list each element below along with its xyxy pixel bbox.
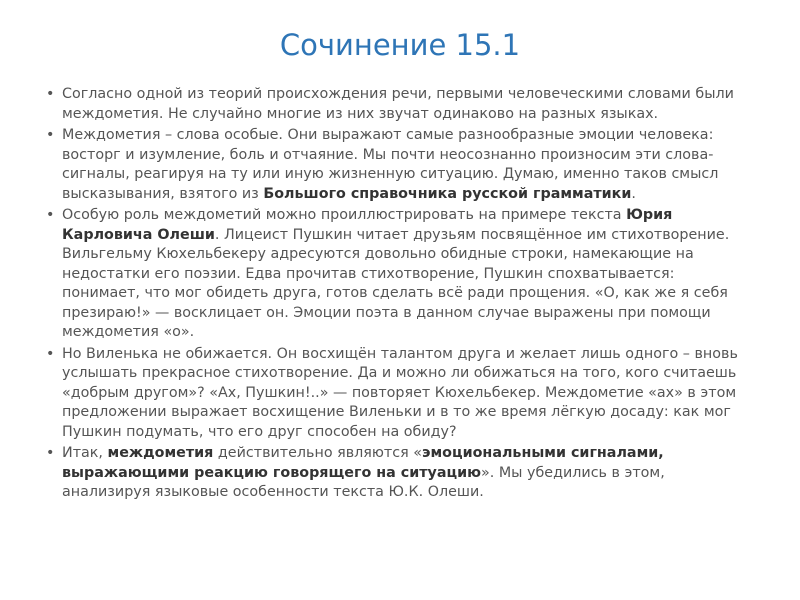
bold-definition: эмоциональными сигналами, выражающими реакцию говорящего на ситуацию bbox=[62, 445, 664, 481]
paragraph-3 bbox=[46, 206, 746, 343]
paragraph-text: Особую роль междометий можно проиллюстрировать на примере текста bbox=[62, 207, 627, 223]
paragraph-2 bbox=[46, 126, 746, 204]
paragraph-4 bbox=[46, 345, 746, 443]
paragraph-text: Но Виленька не обижается. Он восхищён талантом друга и желает лишь одного – вновь услышать прекрасное стихотворение. Да и можно ли обижаться на того, кого считаешь «добрым другом»? «Ах, Пушкин!..» — повторяет Кюхельбекер. Междометие «ах» в этом предложении выражает восхищение Виленьки и в то же время лёгкую досаду: как мог Пушкин подумать, что его друг способен на обиду? bbox=[62, 345, 738, 440]
bold-author-name: Юрия Карловича Олеши bbox=[62, 207, 673, 243]
paragraph-text: Междометия – слова особые. Они выражают самые разнообразные эмоции человека: восторг и изумление, боль и отчаяние. Мы почти неосознанно произносим эти слова-сигналы, реагируя на ту или иную жизненную ситуацию. Думаю, именно таков смысл высказывания, взятого из bbox=[62, 127, 719, 202]
bullet-marker: • bbox=[46, 345, 55, 362]
paragraph-text: Итак, bbox=[62, 445, 108, 461]
slide-title: Сочинение 15.1 bbox=[279, 28, 521, 62]
bullet-marker: • bbox=[46, 86, 55, 102]
bullet-marker: • bbox=[46, 127, 55, 143]
bold-source-name: Большого справочника русской грамматики bbox=[263, 185, 632, 202]
bullet-marker: • bbox=[46, 445, 55, 461]
paragraph-text: действительно являются « bbox=[213, 445, 423, 461]
bullet-marker: • bbox=[46, 207, 55, 223]
paragraph-text: . Лицеист Пушкин читает друзьям посвящённое им стихотворение. Вильгельму Кюхельбекеру адресуются довольно обидные строки, намекающие на недостатки его поэзии. Едва прочитав стихотворение, Пушкин спохватывается: понимает, что мог обидеть друга, готов сделать всё ради прощения. «О, как же я себя презираю!» — восклицает он. Эмоции поэта в данном случае выражены при помощи междометия «о». bbox=[62, 226, 730, 340]
paragraph-1 bbox=[46, 85, 746, 124]
paragraph-text: . bbox=[631, 185, 636, 202]
paragraph-text: ». Мы убедились в этом, анализируя языковые особенности текста Ю.К. Олеши. bbox=[62, 464, 665, 500]
slide-content bbox=[46, 85, 746, 505]
paragraph-text: Согласно одной из теорий происхождения речи, первыми человеческими словами были междометия. Не случайно многие из них звучат одинаково на разных языках. bbox=[62, 86, 734, 122]
paragraph-5 bbox=[46, 444, 746, 503]
bold-term: междометия bbox=[107, 445, 214, 461]
